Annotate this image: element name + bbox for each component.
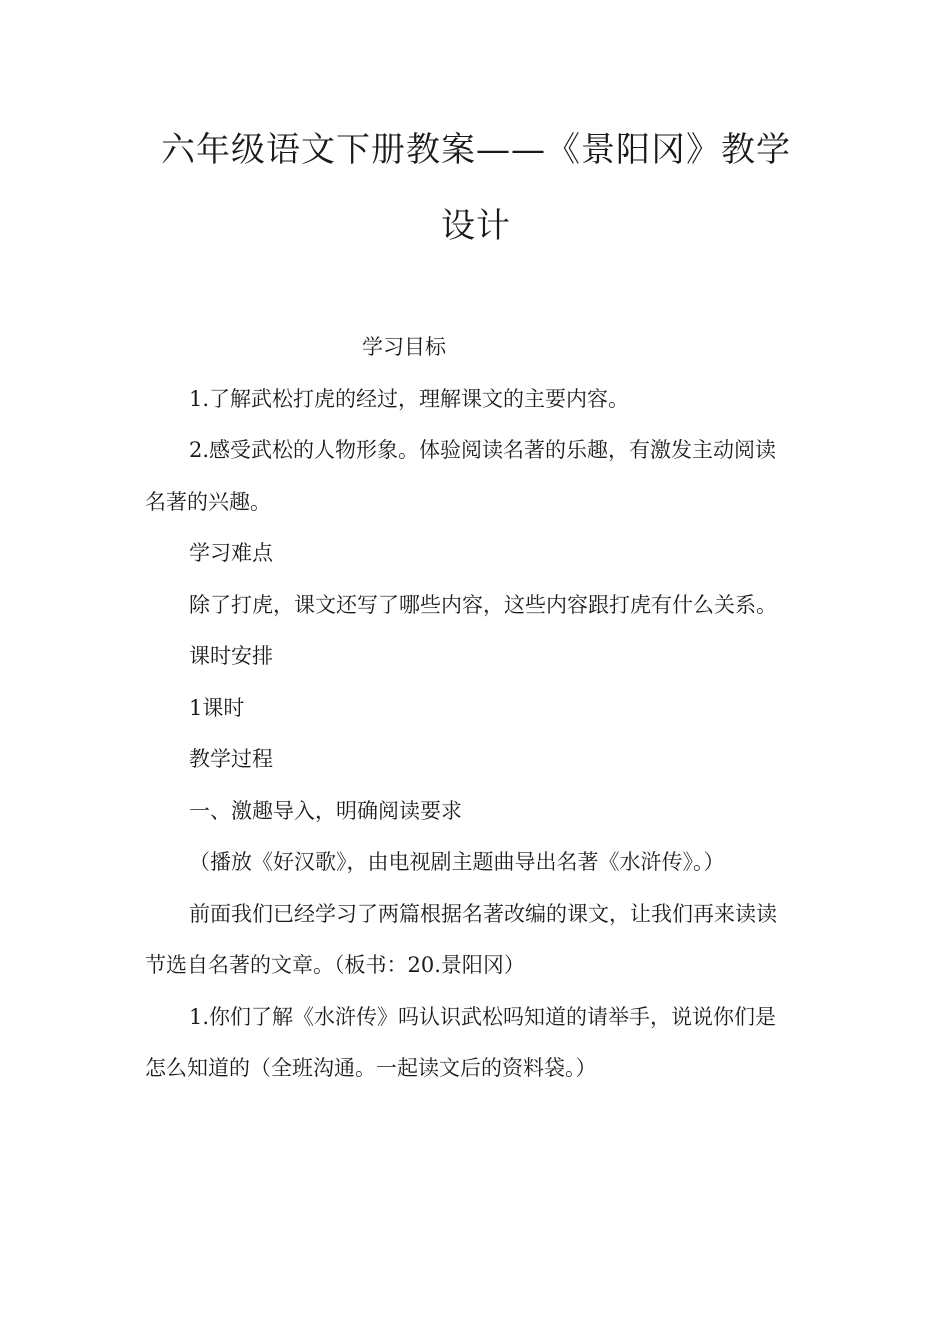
paragraph: 2.感受武松的人物形象。体验阅读名著的乐趣，有激发主动阅读名著的兴趣。 [145, 438, 777, 514]
paragraph: （播放《好汉歌》，由电视剧主题曲导出名著《水浒传》。） [189, 850, 725, 874]
section-heading-schedule: 课时安排 [189, 644, 273, 668]
section-heading-objectives: 学习目标 [362, 335, 446, 359]
paragraph: 除了打虎，课文还写了哪些内容，这些内容跟打虎有什么关系。 [189, 592, 777, 617]
document-title: 六年级语文下册教案——《景阳冈》教学设计 [161, 130, 791, 246]
paragraph: 1.你们了解《水浒传》吗认识武松吗知道的请举手，说说你们是怎么知道的（全班沟通。一起读文后的资料袋。） [145, 1004, 777, 1080]
document-body [145, 322, 795, 1095]
paragraph: 1课时 [189, 695, 245, 720]
section-heading-process: 教学过程 [189, 747, 273, 771]
paragraph: 一、激趣导入，明确阅读要求 [189, 798, 462, 823]
section-heading-difficulty: 学习难点 [189, 541, 273, 565]
paragraph: 1.了解武松打虎的经过，理解课文的主要内容。 [189, 386, 630, 411]
paragraph: 前面我们已经学习了两篇根据名著改编的课文，让我们再来读读节选自名著的文章。（板书：20.景阳冈） [145, 901, 777, 977]
